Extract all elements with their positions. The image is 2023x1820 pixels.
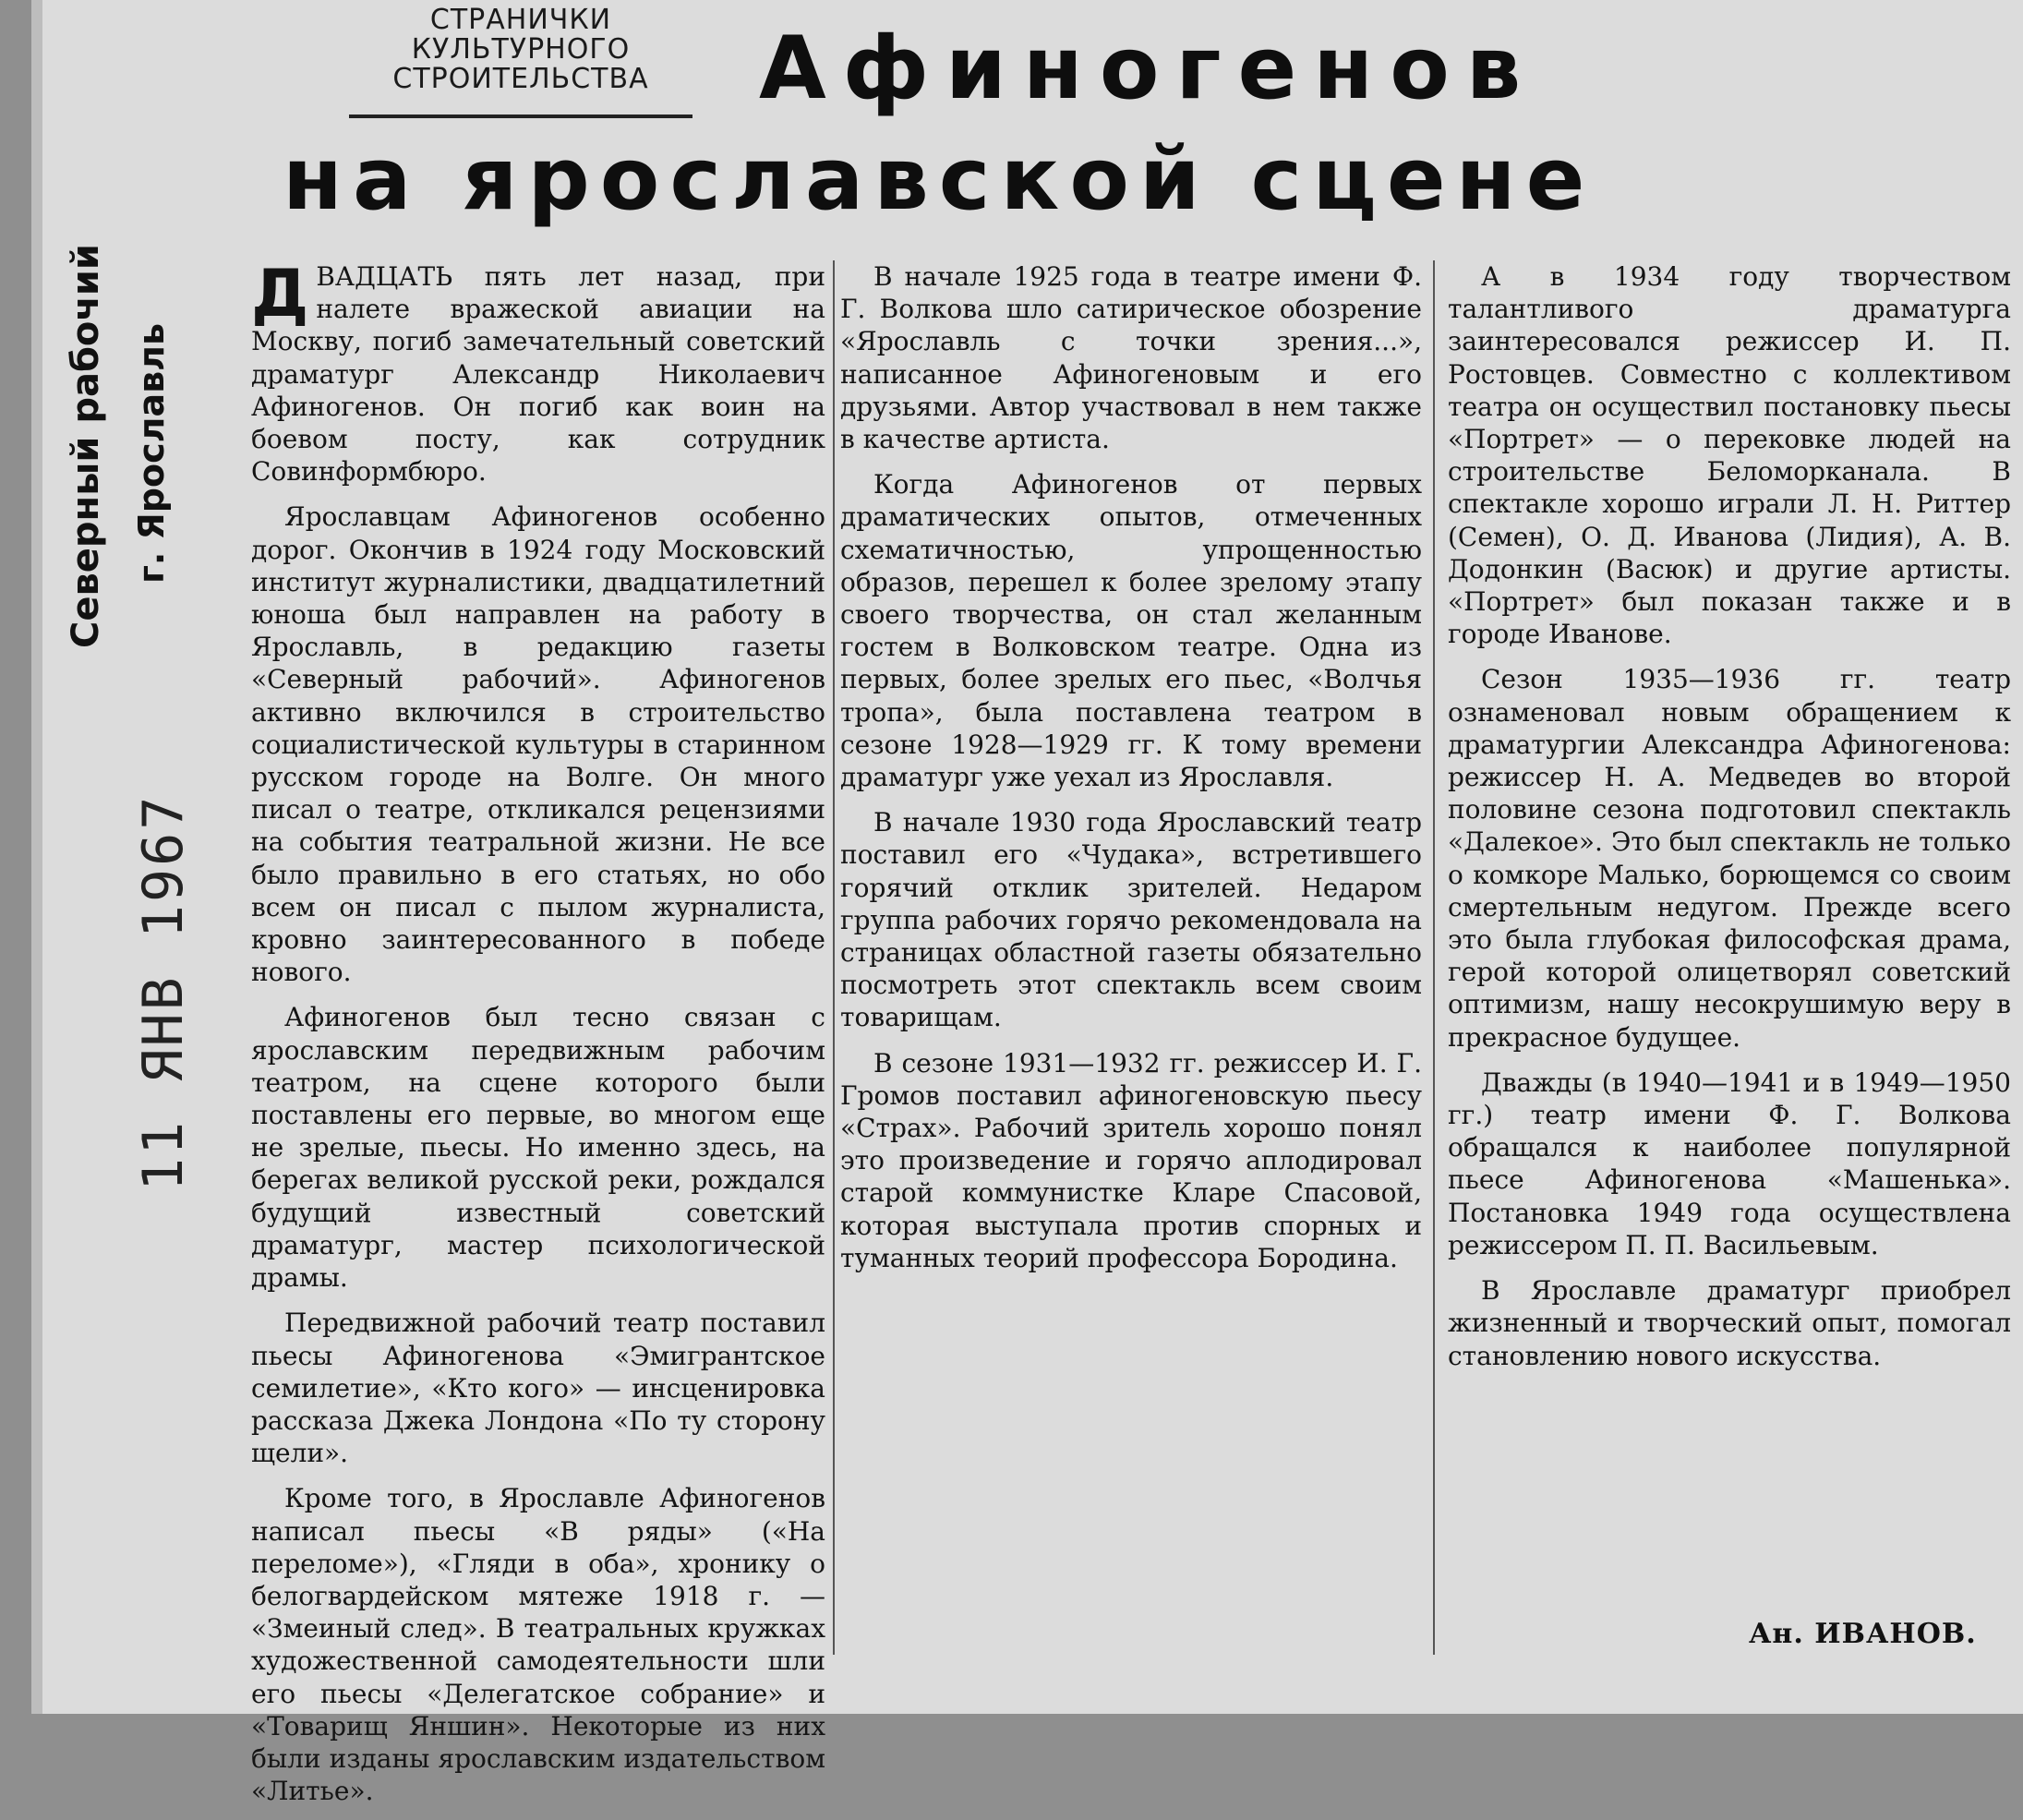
article-paragraph: Передвижной рабочий театр поставил пьесы Афиногенова «Эмигрантское семилетие», «Кто кого» — инсценировка рассказа Джека Лондона «По ту сторону щели». [251, 1308, 825, 1469]
article-paragraph: Ярославцам Афиногенов особенно дорог. Окончив в 1924 году Московский институт журналистики, двадцатилетний юноша был направлен на работу в Ярославль, в редакцию газеты «Северный рабочий». Афиногенов активно включился в строительство социалистической культуры в старинном русском городе на Волге. Он много писал о театре, откликался рецензиями на события театральной жизни. Не все было правильно в его статьях, но обо всем он писал с пылом журналиста, кровно заинтересованного в победе нового. [251, 501, 825, 988]
article-paragraph: В начале 1925 года в театре имени Ф. Г. Волкова шло сатирическое обозрение «Ярославль с точки зрения...», написанное Афиногеновым и его друзьями. Автор участвовал в нем также в качестве артиста. [840, 261, 1422, 455]
article-paragraph: А в 1934 году творчеством талантливого драматурга заинтересовался режиссер И. П. Ростовцев. Совместно с коллективом театра он осуществил постановку пьесы «Портрет» — о перековке людей на строительстве Беломорканала. В спектакле хорошо играли Л. Н. Риттер (Семен), О. Д. Иванова (Лидия), А. В. Додонкин (Васюк) и другие артисты. «Портрет» был показан также и в городе Иванове. [1448, 261, 2011, 650]
source-label [61, 214, 190, 667]
article-column-2 [840, 260, 1422, 1287]
article-column-3 [1448, 260, 2011, 1385]
article-paragraph: В сезоне 1931—1932 гг. режиссер И. Г. Громов поставил афиногеновскую пьесу «Страх». Рабочий зритель хорошо понял это произведение и горячо аплодировал старой коммунистке Кларе Спасовой, которая выступала против спорных и туманных теорий профессора Бородина. [840, 1047, 1422, 1273]
rubric-line-2: КУЛЬТУРНОГО [411, 33, 631, 66]
article-paragraph: Когда Афиногенов от первых драматических опытов, отмеченных схематичностью, упрощенностью образов, перешел к более зрелому этапу своего творчества, он стал желанным гостем в Волковском театре. Одна из первых, более зрелых его пьес, «Волчья тропа», была поставлена театром в сезоне 1928—1929 гг. К тому времени драматург уже уехал из Ярославля. [840, 469, 1422, 793]
newspaper-clipping [31, 0, 2023, 1807]
date-stamp: 11 ЯНВ 1967 [131, 793, 196, 1191]
column-divider [833, 260, 835, 1655]
article-paragraph: Дважды (в 1940—1941 и в 1949—1950 гг.) театр имени Ф. Г. Волкова обращался к наиболее популярной пьесе Афиногенова «Машенька». Постановка 1949 года осуществлена режиссером П. П. Васильевым. [1448, 1067, 2011, 1260]
article-paragraph: Афиногенов был тесно связан с ярославским передвижным рабочим театром, на сцене которого были поставлены его первые, во многом еще не зрелые, пьесы. Но именно здесь, на берегах великой русской реки, рождался будущий известный советский драматург, мастер психологической драмы. [251, 1002, 825, 1294]
column-divider [1433, 260, 1435, 1655]
article-paragraph: Кроме того, в Ярославле Афиногенов написал пьесы «В ряды» («На переломе»), «Гляди в оба», хронику о белогвардейском мятеже 1918 г. — «Змеиный след». В театральных кружках художественной самодеятельности шли его пьесы «Делегатское собрание» и «Товарищ Яншин». Некоторые из них были изданы ярославским издательством «Литье». [251, 1483, 825, 1807]
newspaper-name: Северный рабочий [65, 244, 107, 648]
section-rubric [345, 6, 696, 94]
rubric-line-1: СТРАНИЧКИ [429, 4, 612, 36]
article-paragraph: Сезон 1935—1936 гг. театр ознаменовал новым обращением к драматургии Александра Афиногенова: режиссер Н. А. Медведев во второй половине сезона подготовил спектакль «Далекое». Это был спектакль не только о комкоре Малько, борющемся со своим смертельным недугом. Прежде всего это была глубокая философская драма, герой которой олицетворял советский оптимизм, нашу несокрушимую веру в прекрасное будущее. [1448, 664, 2011, 1053]
rubric-line-3: СТРОИТЕЛЬСТВА [392, 63, 649, 95]
rubric-underline [349, 115, 692, 118]
newspaper-city: г. Ярославль [131, 323, 172, 584]
drop-cap: Д [251, 256, 309, 331]
article-paragraph: В начале 1930 года Ярославский театр поставил его «Чудака», встретившего горячий отклик зрителей. Недаром группа рабочих горячо рекомендовала на страницах областной газеты обязательно посмотреть этот спектакль всем своим товарищам. [840, 807, 1422, 1033]
headline-line-2: на ярославской сцене [283, 129, 1596, 230]
article-column-1 [251, 256, 825, 1820]
author-signature: Ан. ИВАНОВ. [1749, 1618, 1977, 1650]
article-paragraph: В Ярославле драматург приобрел жизненный и творческий опыт, помогал становлению нового искусства. [1448, 1275, 2011, 1371]
headline-line-1: Афиногенов [759, 18, 1538, 119]
article-paragraph: ДВАДЦАТЬ пять лет назад, при налете вражеской авиации на Москву, погиб замечательный советский драматург Александр Николаевич Афиногенов. Он погиб как воин на боевом посту, как сотрудник Совинформбюро. [251, 256, 825, 488]
